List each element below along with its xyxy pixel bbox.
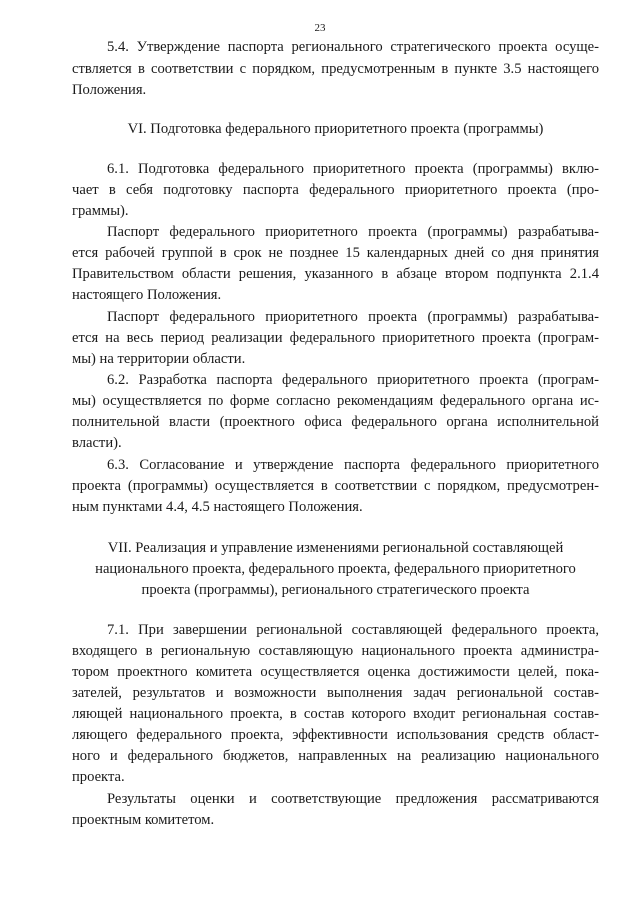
text-line: тором проектного комитета осуществляется оценка достижимости целей, пока-	[72, 664, 599, 680]
text-line: мы) на территории области.	[72, 351, 246, 367]
text-line: 7.1. При завершении региональной составляющей федерального проекта,	[107, 622, 599, 638]
text-line: Положения.	[72, 82, 147, 98]
section-heading: VII. Реализация и управление изменениями региональной составляющей	[107, 540, 564, 556]
text-line: Паспорт федерального приоритетного проекта (программы) разрабатыва-	[107, 224, 599, 240]
text-line: 6.2. Разработка паспорта федерального приоритетного проекта (програм-	[107, 372, 599, 388]
text-line: ствляется в соответствии с порядком, предусмотренным в пункте 3.5 настоящего	[72, 61, 599, 77]
text-line: проекта.	[72, 769, 125, 785]
text-line: власти).	[72, 435, 122, 451]
text-line: полнительной власти (проектного офиса федерального органа исполнительной	[72, 414, 599, 430]
text-line: 6.1. Подготовка федерального приоритетного проекта (программы) вклю-	[107, 161, 599, 177]
text-line: Правительством области решения, указанного в абзаце втором подпункта 2.1.4	[72, 266, 599, 282]
text-line: входящего в региональную составляющую национального проекта администра-	[72, 643, 599, 659]
section-heading: проекта (программы), регионального стратегического проекта	[141, 582, 530, 598]
text-line: 6.3. Согласование и утверждение паспорта федерального приоритетного	[107, 457, 599, 473]
text-line: ным пунктами 4.4, 4.5 настоящего Положения.	[72, 499, 363, 515]
text-line: ется на весь период реализации федерального приоритетного проекта (програм-	[72, 330, 599, 346]
text-line: зателей, результатов и возможности выполнения задач региональной состав-	[72, 685, 599, 701]
text-line: мы) осуществляется по форме согласно рекомендациям федерального органа ис-	[72, 393, 599, 409]
text-line: 5.4. Утверждение паспорта регионального стратегического проекта осуще-	[107, 39, 599, 55]
text-line: Паспорт федерального приоритетного проекта (программы) разрабатыва-	[107, 309, 599, 325]
text-line: настоящего Положения.	[72, 287, 222, 303]
text-line: ного и федерального бюджетов, направленных на реализацию национального	[72, 748, 599, 764]
page-number: 23	[314, 22, 326, 34]
section-heading: национального проекта, федерального проекта, федерального приоритетного	[95, 561, 576, 577]
text-line: граммы).	[72, 203, 129, 219]
section-heading: VI. Подготовка федерального приоритетного проекта (программы)	[127, 121, 544, 137]
text-line: ется рабочей группой в срок не позднее 15 календарных дней со дня принятия	[72, 245, 599, 261]
text-line: ляющей национального проекта, в состав которого входит региональная состав-	[72, 706, 599, 722]
text-line: ляющего федерального проекта, эффективности использования средств област-	[72, 727, 599, 743]
text-line: чает в себя подготовку паспорта федерального приоритетного проекта (про-	[72, 182, 599, 198]
text-line: Результаты оценки и соответствующие предложения рассматриваются	[107, 791, 599, 807]
text-line: проектным комитетом.	[72, 812, 215, 828]
text-line: проекта (программы) осуществляется в соответствии с порядком, предусмотрен-	[72, 478, 599, 494]
